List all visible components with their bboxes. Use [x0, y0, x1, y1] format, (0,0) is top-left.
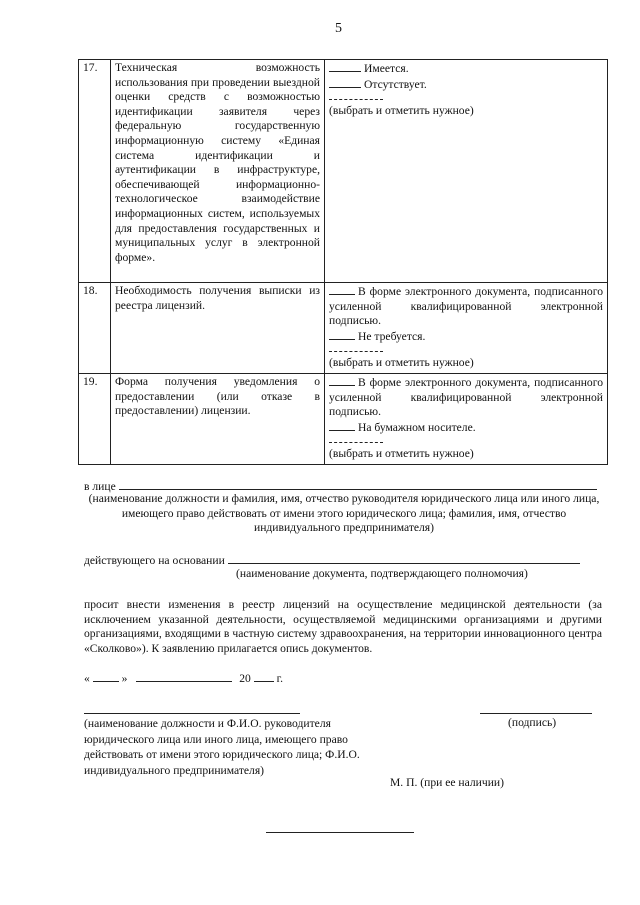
option-label: Не требуется. [358, 329, 426, 343]
basis-hint: (наименование документа, подтверждающего полномочия) [236, 567, 528, 580]
option-absent[interactable] [329, 77, 603, 93]
basis-field[interactable] [228, 552, 580, 564]
row-number: 19. [79, 373, 111, 464]
applicant-field[interactable] [119, 478, 597, 490]
table-row [79, 60, 608, 283]
row-number: 18. [79, 283, 111, 374]
option-not-required[interactable] [329, 329, 603, 345]
date-open-quote: « [84, 672, 90, 685]
checkbox-blank[interactable] [329, 329, 355, 340]
request-text: просит внести изменения в реестр лицензий на осуществление медицинской деятельности (за исключением указанной деятельности, осуществляемой медицинскими организациями и другими организациями, входящими в частную систему здравоохранения, на территории инновационного центра «Сколково»). К заявлению прилагается опись документов. [84, 598, 602, 655]
choose-note: (выбрать и отметить нужное) [329, 447, 474, 461]
application-items-table [78, 59, 608, 465]
option-available[interactable] [329, 61, 603, 77]
year-suffix: г. [276, 672, 283, 685]
position-hint: (наименование должности и Ф.И.О. руководителя юридического лица или иного лица, имеющего право действовать от имени этого юридического лица; Ф.И.О. индивидуального предпринимателя) [84, 717, 360, 777]
row-description: Техническая возможность использования при проведении выездной оценки средств с возможностью идентификации заявителя через федеральную государственную информационную систему «Единая система идентификации и аутентификации в инфраструктуре, обеспечивающей информационно-технологическое взаимодействие информационных систем, используемых для предоставления государственных и муниципальных услуг в электронной форме». [111, 60, 325, 283]
stamp-label: М. П. (при ее наличии) [390, 776, 504, 789]
row-description: Необходимость получения выписки из реестра лицензий. [111, 283, 325, 374]
row-number: 17. [79, 60, 111, 283]
option-paper[interactable] [329, 420, 603, 436]
year-field[interactable] [254, 670, 274, 682]
checkbox-blank[interactable] [329, 77, 361, 88]
option-label: Отсутствует. [364, 77, 427, 91]
row-options [325, 373, 608, 464]
page-number: 5 [335, 21, 342, 36]
month-field[interactable] [136, 670, 232, 682]
option-label: В форме электронного документа, подписанного усиленной квалифицированной электронной подписью. [329, 285, 603, 328]
choose-note: (выбрать и отметить нужное) [329, 356, 474, 370]
date-close-quote: » [121, 672, 128, 685]
signature-hint: (подпись) [508, 716, 557, 729]
applicant-hint: (наименование должности и фамилия, имя, отчество руководителя юридического лица или иного лица, имеющего право действовать от имени этого юридического лица; фамилия, имя, отчество индивидуального предпринимателя) [88, 492, 600, 535]
closing-rule [266, 831, 414, 833]
checkbox-blank[interactable] [329, 284, 355, 295]
checkbox-blank[interactable] [329, 420, 355, 431]
choose-note: (выбрать и отметить нужное) [329, 104, 474, 118]
checkbox-blank[interactable] [329, 375, 355, 386]
option-electronic[interactable] [329, 284, 603, 329]
dashed-separator [329, 344, 603, 356]
dashed-separator [329, 435, 603, 447]
option-label: На бумажном носителе. [358, 420, 476, 434]
date-line [84, 670, 604, 687]
checkbox-blank[interactable] [329, 61, 361, 72]
dashed-separator [329, 92, 603, 104]
basis-label: действующего на основании [84, 554, 225, 567]
year-prefix: 20 [239, 672, 251, 685]
table-row [79, 373, 608, 464]
table-row [79, 283, 608, 374]
row-description: Форма получения уведомления о предоставлении (или отказе в предоставлении) лицензии. [111, 373, 325, 464]
option-label: Имеется. [364, 62, 409, 75]
option-label: В форме электронного документа, подписанного усиленной квалифицированной электронной подписью. [329, 375, 603, 419]
day-field[interactable] [93, 670, 119, 682]
applicant-label: в лице [84, 480, 116, 493]
row-options [325, 283, 608, 374]
position-name-field[interactable] [84, 712, 300, 714]
signature-field[interactable] [480, 712, 592, 714]
row-options [325, 60, 608, 283]
option-electronic[interactable] [329, 375, 603, 420]
